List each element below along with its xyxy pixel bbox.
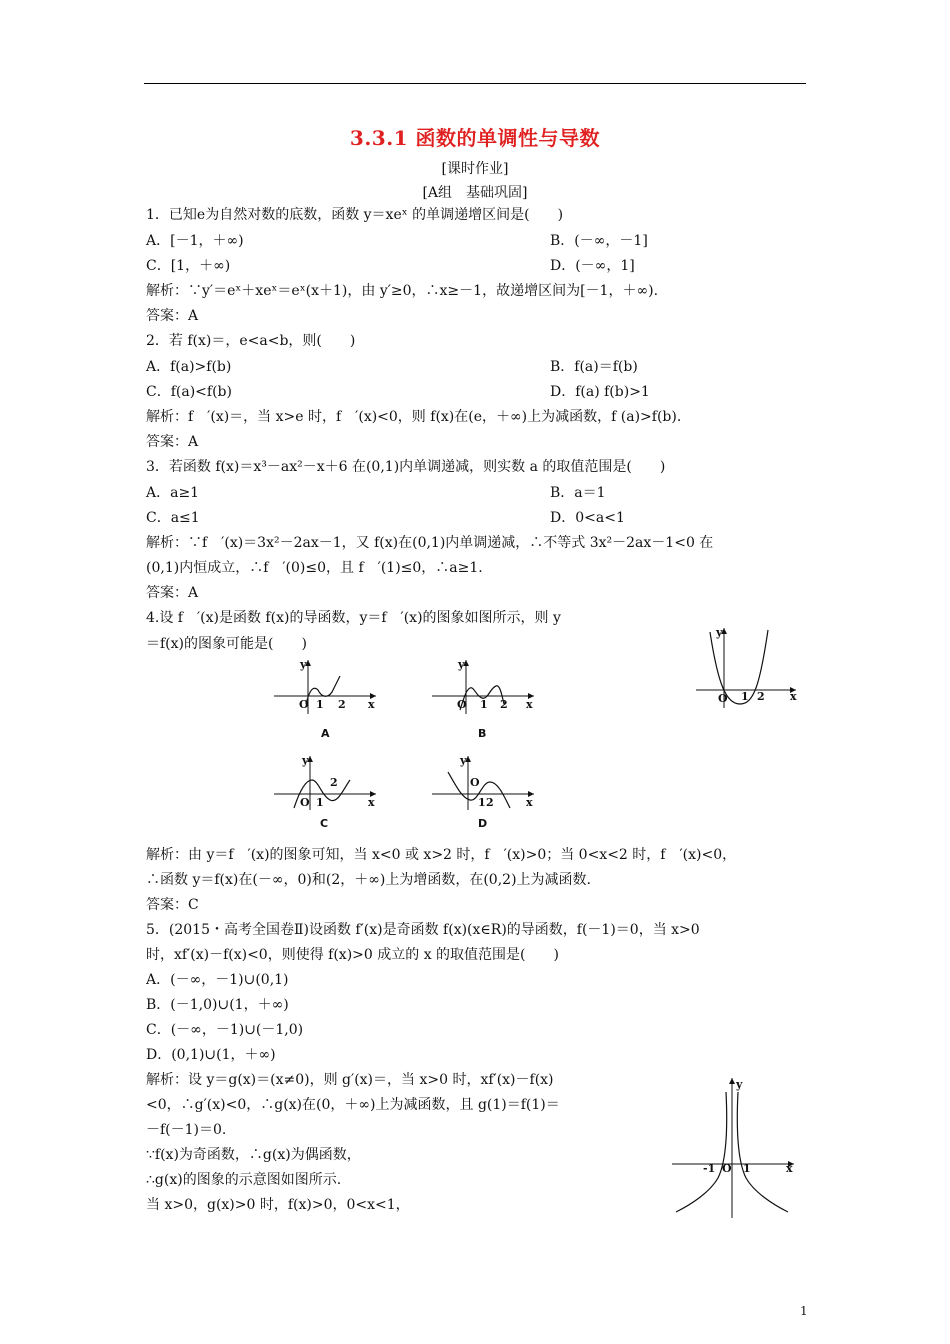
q4-d-y-label: y (460, 754, 467, 767)
q4-b-y-label: y (458, 658, 465, 671)
q4-b-origin-label: O (457, 698, 467, 711)
q4-derivative-tick-2: 2 (757, 690, 765, 703)
q4-c-tick-1: 1 (316, 796, 324, 809)
q4-a-origin-label: O (299, 698, 309, 711)
q1-option-c: C．[1，＋∞) (146, 258, 231, 274)
q4-d-tick-2: 2 (486, 796, 494, 809)
q4-a-tick-1: 1 (316, 698, 324, 711)
q3-option-b: B．a＝1 (550, 485, 606, 501)
q1-analysis: 解析：∵y′＝eˣ＋xeˣ＝eˣ(x＋1)，由 y′≥0，∴x≥－1，故递增区间为[－1，＋∞). (146, 283, 659, 299)
q5-g-x-label: x (786, 1162, 793, 1175)
q5-g-origin-label: O (722, 1162, 732, 1175)
q4-analysis-line2: ∴函数 y＝f(x)在(－∞，0)和(2，＋∞)上为增函数，在(0,2)上为减函数. (146, 872, 591, 888)
q5-stem-line1: 5．(2015・高考全国卷Ⅱ)设函数 f′(x)是奇函数 f(x)(x∈R)的导函数，f(－1)＝0，当 x>0 (146, 922, 700, 938)
q5-analysis-line3: －f(－1)＝0. (146, 1122, 227, 1138)
q4-stem-line1: 4.设 f ′(x)是函数 f(x)的导函数，y＝f ′(x)的图象如图所示，则 y (146, 610, 561, 626)
q5-g-tick-neg1: -1 (703, 1162, 716, 1175)
q3-analysis-line2: (0,1)内恒成立，∴f ′(0)≤0，且 f ′(1)≤0，∴a≥1. (146, 560, 483, 576)
subtitle: [课时作业] (441, 161, 509, 177)
q4-b-tick-2: 2 (500, 698, 508, 711)
q5-analysis-line2: <0，∴g′(x)<0，∴g(x)在(0，＋∞)上为减函数，且 g(1)＝f(1)＝ (146, 1097, 560, 1113)
q2-answer: 答案：A (146, 434, 199, 450)
q4-b-x-label: x (526, 698, 533, 711)
q5-g-y-label: y (736, 1078, 743, 1091)
q3-option-d: D．0<a<1 (550, 510, 625, 526)
q4-analysis-line1: 解析：由 y＝f ′(x)的图象可知，当 x<0 或 x>2 时，f ′(x)>0；当 0<x<2 时，f ′(x)<0， (146, 847, 737, 863)
q4-option-c-graph (272, 752, 382, 812)
header-rule (144, 83, 806, 84)
q4-option-d-label: D (478, 817, 488, 830)
q4-option-b-graph (430, 656, 540, 716)
q4-derivative-tick-1: 1 (741, 690, 749, 703)
q4-derivative-origin-label: O (718, 692, 728, 705)
q4-a-x-label: x (368, 698, 375, 711)
q1-option-b: B．(－∞，－1] (550, 233, 648, 249)
q5-analysis-line4: ∵f(x)为奇函数，∴g(x)为偶函数， (146, 1147, 361, 1163)
q4-derivative-y-label: y (716, 626, 723, 639)
q2-option-d: D．f(a) f(b)>1 (550, 384, 650, 400)
q5-g-tick-1: 1 (743, 1162, 751, 1175)
q4-d-tick-1: 1 (478, 796, 486, 809)
q4-b-tick-1: 1 (480, 698, 488, 711)
page-title: 3.3.1 函数的单调性与导数 (349, 126, 601, 150)
q5-analysis-line1: 解析：设 y＝g(x)＝(x≠0)，则 g′(x)＝，当 x>0 时，xf′(x)－f(x) (146, 1072, 554, 1088)
q5-stem-line2: 时，xf′(x)－f(x)<0，则使得 f(x)>0 成立的 x 的取值范围是( ) (146, 947, 559, 963)
q4-c-x-label: x (368, 796, 375, 809)
q4-a-y-label: y (300, 658, 307, 671)
q4-derivative-graph (688, 622, 808, 712)
q4-d-x-label: x (526, 796, 533, 809)
q3-analysis-line1: 解析：∵f ′(x)＝3x²－2ax－1，又 f(x)在(0,1)内单调递减，∴不等式 3x²－2ax－1<0 在 (146, 535, 714, 551)
q4-a-tick-2: 2 (338, 698, 346, 711)
q4-option-a-graph (272, 656, 382, 716)
page-number: 1 (800, 1304, 808, 1318)
q5-option-b: B．(－1,0)∪(1，＋∞) (146, 997, 289, 1013)
q1-stem: 1．已知e为自然对数的底数，函数 y＝xeˣ 的单调递增区间是( ) (146, 207, 564, 223)
q2-option-a: A．f(a)>f(b) (146, 359, 232, 375)
q2-stem: 2．若 f(x)＝，e<a<b，则( ) (146, 333, 356, 349)
q5-option-a: A．(－∞，－1)∪(0,1) (146, 972, 289, 988)
group-heading: [A组 基础巩固] (422, 185, 528, 201)
q4-option-a-label: A (321, 727, 330, 740)
q3-answer: 答案：A (146, 585, 199, 601)
q4-c-tick-2: 2 (330, 776, 338, 789)
q4-c-origin-label: O (300, 796, 310, 809)
q4-derivative-x-label: x (790, 690, 797, 703)
q4-option-d-graph (430, 752, 540, 812)
q5-g-graph (668, 1072, 808, 1222)
q1-answer: 答案：A (146, 308, 199, 324)
q5-analysis-line6: 当 x>0，g(x)>0 时，f(x)>0，0<x<1， (146, 1197, 410, 1213)
q4-option-b-label: B (478, 727, 487, 740)
q3-option-a: A．a≥1 (146, 485, 200, 501)
q4-answer: 答案：C (146, 897, 199, 913)
q5-option-c: C．(－∞，－1)∪(－1,0) (146, 1022, 304, 1038)
q2-option-b: B．f(a)＝f(b) (550, 359, 638, 375)
q2-option-c: C．f(a)<f(b) (146, 384, 232, 400)
q5-option-d: D．(0,1)∪(1，＋∞) (146, 1047, 276, 1063)
q5-analysis-line5: ∴g(x)的图象的示意图如图所示. (146, 1172, 342, 1188)
q3-stem: 3．若函数 f(x)＝x³－ax²－x＋6 在(0,1)内单调递减，则实数 a 的取值范围是( ) (146, 459, 666, 475)
q1-option-d: D．(－∞，1] (550, 258, 635, 274)
q1-option-a: A．[－1，＋∞) (146, 233, 244, 249)
q4-c-y-label: y (302, 754, 309, 767)
q4-option-c-label: C (320, 817, 329, 830)
q4-d-origin-label: O (470, 776, 480, 789)
q4-stem-line2: ＝f(x)的图象可能是( ) (146, 636, 307, 652)
q3-option-c: C．a≤1 (146, 510, 200, 526)
q2-analysis: 解析：f ′(x)＝，当 x>e 时，f ′(x)<0，则 f(x)在(e，＋∞)上为减函数，f (a)>f(b). (146, 409, 682, 425)
